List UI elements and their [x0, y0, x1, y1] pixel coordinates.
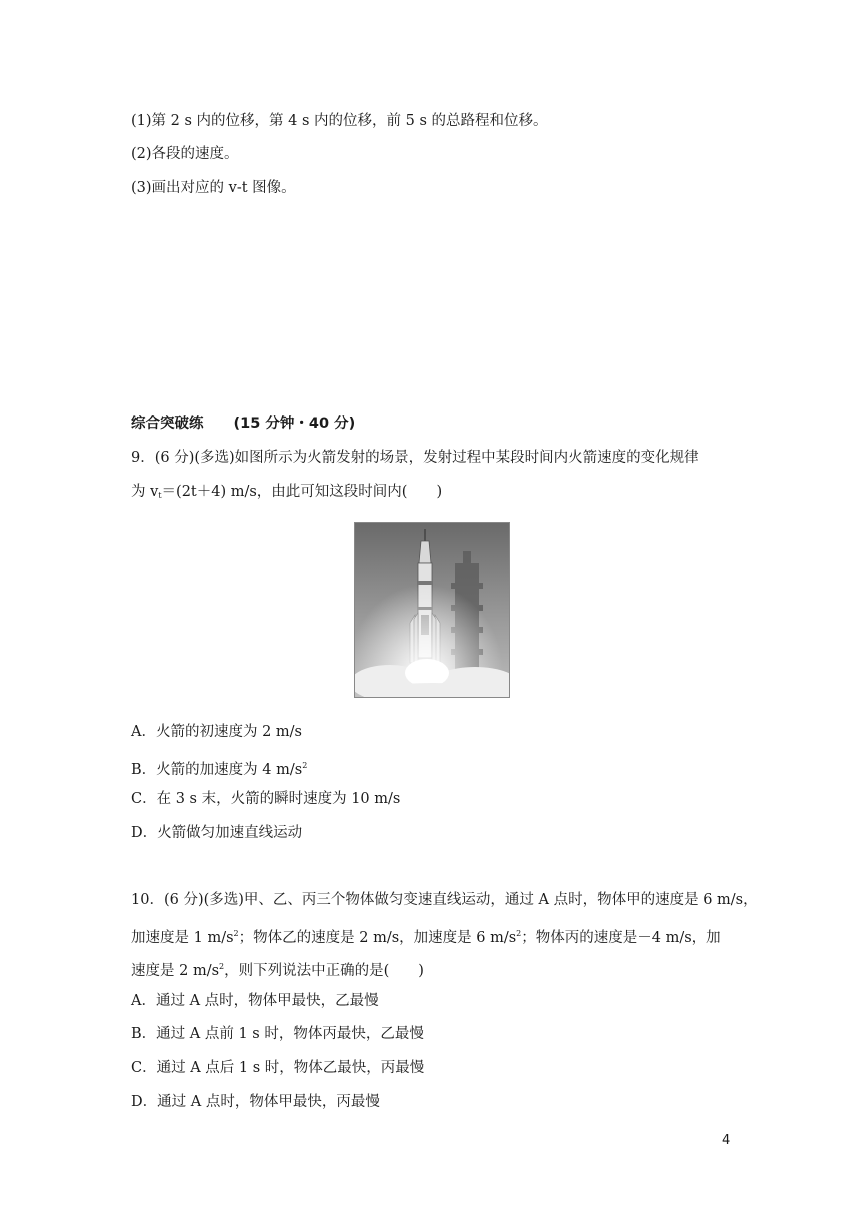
q10-line3-superscript: 2: [219, 962, 225, 971]
section-header: [131, 414, 355, 434]
q10-line2-superscript-2: 2: [516, 929, 522, 938]
section-title: 综合突破练: [131, 416, 204, 432]
q10-stem-line-2: [131, 924, 721, 948]
q10-option-b: B．通过 A 点前 1 s 时，物体丙最快，乙最慢: [131, 1026, 424, 1042]
q10-line2-part-b: ；物体乙的速度是 2 m/s，加速度是 6 m/s: [238, 930, 517, 946]
q9-stem-post: ＝(2t＋4) m/s，由此可知这段时间内( ): [161, 484, 443, 500]
page-number: 4: [722, 1133, 731, 1148]
q10-option-d: D．通过 A 点时，物体甲最快，丙最慢: [131, 1094, 380, 1110]
q10-stem-line-1: 10．(6 分)(多选)甲、乙、丙三个物体做匀变速直线运动，通过 A 点时，物体甲的速度是 6 m/s，: [131, 892, 758, 908]
q9-stem-subscript: t: [158, 491, 162, 500]
q9-option-b-superscript: 2: [302, 761, 308, 770]
q10-line2-superscript-1: 2: [233, 929, 239, 938]
prev-question-part-1: (1)第 2 s 内的位移，第 4 s 内的位移，前 5 s 的总路程和位移。: [131, 113, 548, 129]
prev-question-part-2: (2)各段的速度。: [131, 146, 239, 162]
q10-line3-part-b: ，则下列说法中正确的是( ): [224, 963, 424, 979]
q9-stem-line-2: [131, 482, 442, 506]
q9-option-b-text: B．火箭的加速度为 4 m/s: [131, 762, 303, 778]
q9-option-b: [131, 756, 307, 780]
q10-option-a: A．通过 A 点时，物体甲最快，乙最慢: [131, 993, 379, 1009]
q10-stem-line-3: [131, 957, 424, 981]
q9-option-d: D．火箭做匀加速直线运动: [131, 825, 303, 841]
q9-stem-line-1: 9．(6 分)(多选)如图所示为火箭发射的场景，发射过程中某段时间内火箭速度的变化规律: [131, 450, 699, 466]
q9-option-a: A．火箭的初速度为 2 m/s: [131, 724, 302, 740]
rocket-launch-photo: [354, 522, 510, 698]
prev-question-part-3: (3)画出对应的 v-t 图像。: [131, 180, 296, 196]
q10-line2-part-c: ；物体丙的速度是－4 m/s，加: [521, 930, 721, 946]
section-meta: (15 分钟・40 分): [233, 416, 356, 432]
q9-stem-pre: 为 v: [131, 484, 159, 500]
q9-option-c: C．在 3 s 末，火箭的瞬时速度为 10 m/s: [131, 791, 401, 807]
q10-line2-part-a: 加速度是 1 m/s: [131, 930, 234, 946]
q10-option-c: C．通过 A 点后 1 s 时，物体乙最快，丙最慢: [131, 1060, 425, 1076]
q10-line3-part-a: 速度是 2 m/s: [131, 963, 220, 979]
